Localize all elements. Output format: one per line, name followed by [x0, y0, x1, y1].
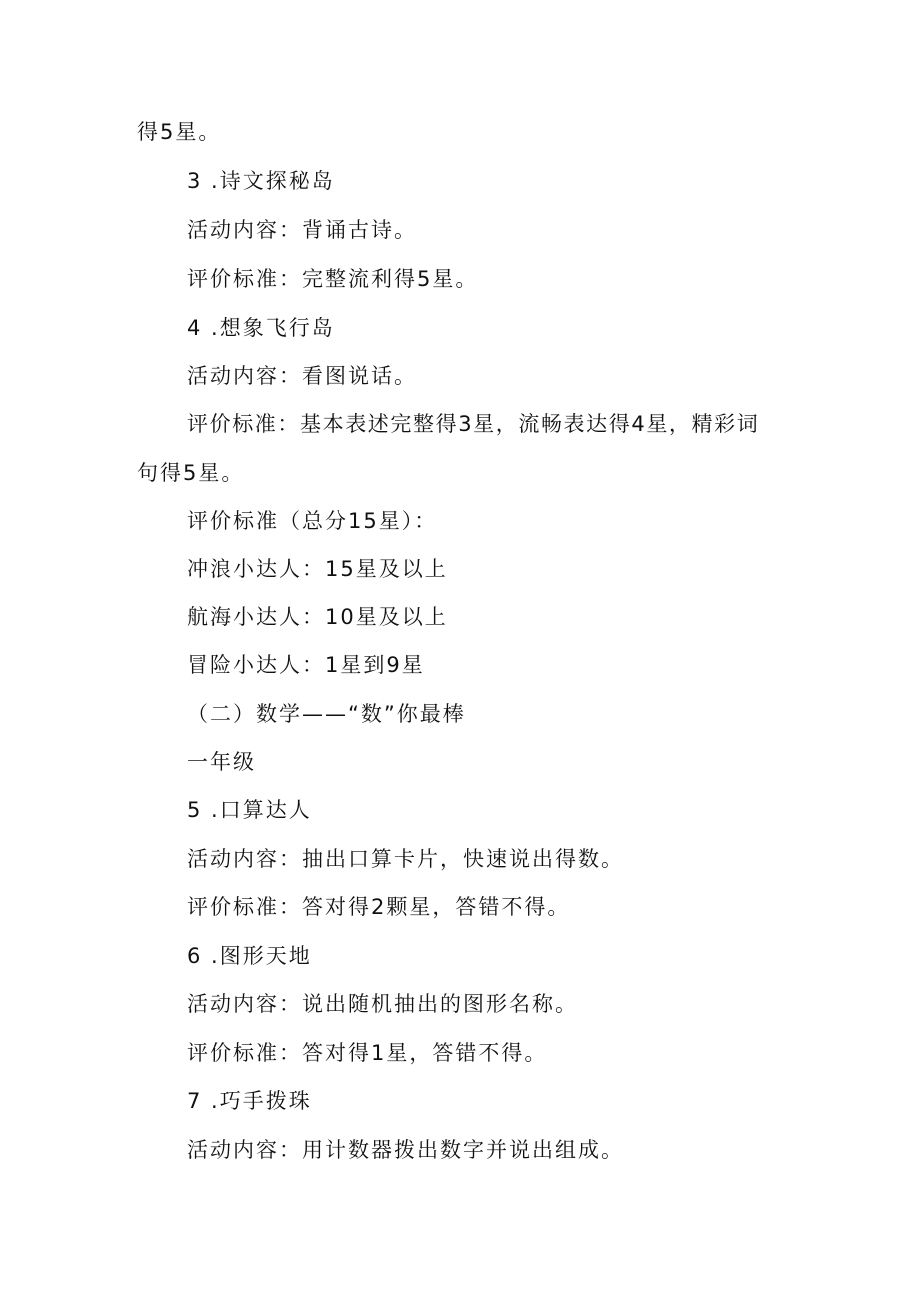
text-line: 冲浪小达人：15星及以上: [187, 557, 448, 581]
section-heading: 5 .口算达人: [187, 798, 312, 822]
section-heading: 4 .想象飞行岛: [187, 316, 335, 340]
text-line: 活动内容：用计数器拨出数字并说出组成。: [187, 1138, 624, 1162]
section-heading: 7 .巧手拨珠: [187, 1089, 312, 1113]
section-heading: 3 .诗文探秘岛: [187, 169, 335, 193]
subsection-heading: （二）数学——“数”你最棒: [187, 702, 466, 726]
section-heading: 6 .图形天地: [187, 944, 312, 968]
text-line: 活动内容：说出随机抽出的图形名称。: [187, 992, 578, 1016]
text-line: 句得5星。: [137, 461, 245, 485]
text-line: 航海小达人：10星及以上: [187, 605, 448, 629]
text-line: 活动内容：背诵古诗。: [187, 218, 417, 242]
text-line: 评价标准：基本表述完整得3星，流畅表达得4星，精彩词: [187, 412, 760, 436]
text-line: 活动内容：抽出口算卡片，快速说出得数。: [187, 847, 624, 871]
text-line: 评价标准：完整流利得5星。: [187, 267, 479, 291]
text-line: 评价标准：答对得1星，答错不得。: [187, 1041, 548, 1065]
text-line: 评价标准（总分15星）：: [187, 509, 438, 533]
text-line: 得5星。: [137, 120, 222, 144]
text-line: 冒险小达人：1星到9星: [187, 653, 425, 677]
text-line: 活动内容：看图说话。: [187, 364, 417, 388]
text-line: 评价标准：答对得2颗星，答错不得。: [187, 895, 571, 919]
grade-heading: 一年级: [187, 750, 256, 774]
